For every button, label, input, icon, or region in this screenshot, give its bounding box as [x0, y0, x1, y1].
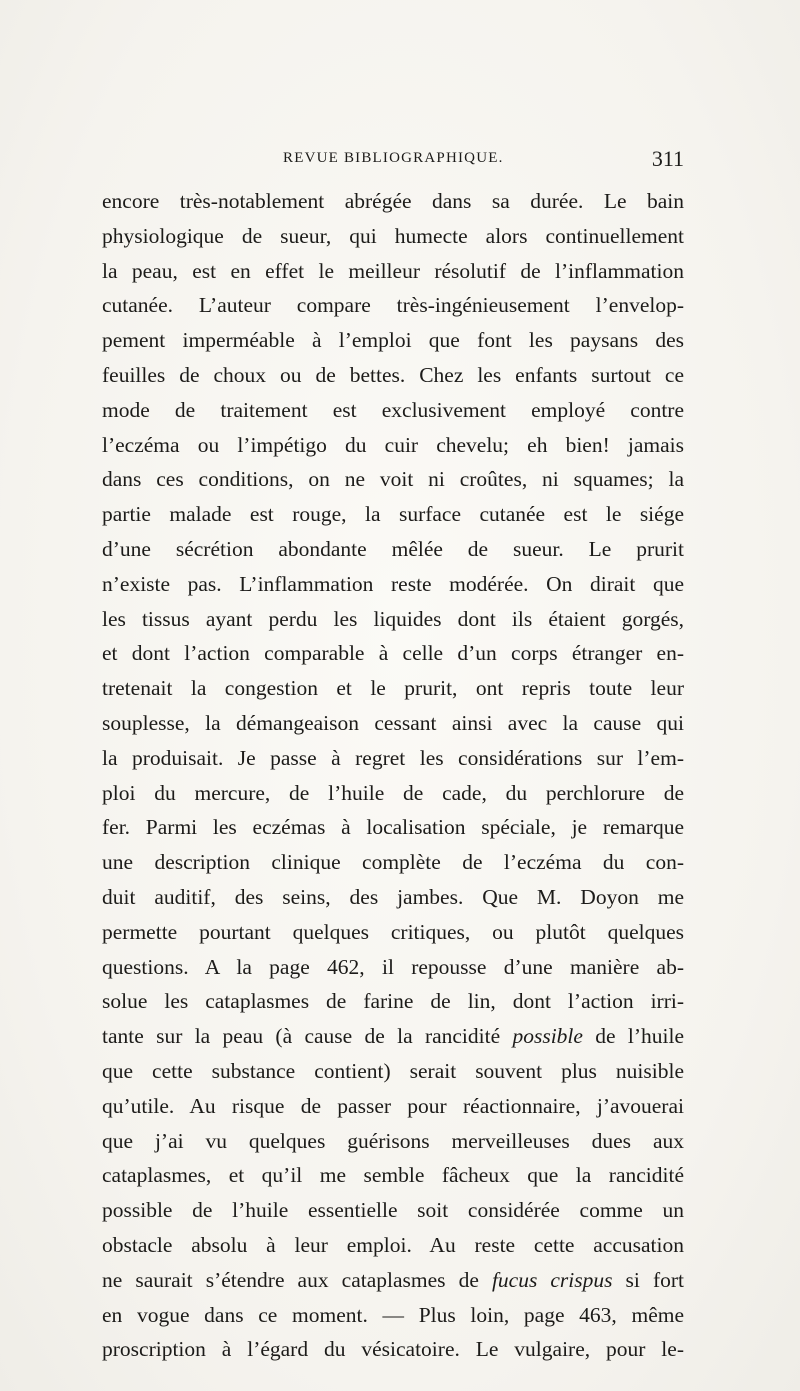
text-segment: n’existe pas. L’inflammation reste modérée. On dirait que — [102, 571, 684, 596]
text-line — [102, 845, 684, 880]
text-segment: que j’ai vu quelques guérisons merveilleuses dues aux — [102, 1128, 684, 1153]
text-line — [102, 1332, 684, 1367]
text-line — [102, 636, 684, 671]
text-segment: dans ces conditions, on ne voit ni croûtes, ni squames; la — [102, 467, 684, 492]
text-line — [102, 497, 684, 532]
italic-term: possible — [512, 1024, 583, 1049]
text-segment: obstacle absolu à leur emploi. Au reste cette accusation — [102, 1232, 684, 1257]
text-segment: possible de l’huile essentielle soit considérée comme un — [102, 1198, 684, 1223]
text-line — [102, 254, 684, 289]
text-segment: tante sur la peau (à cause de la rancidité — [102, 1024, 513, 1049]
text-segment: ne saurait s’étendre aux cataplasmes de — [102, 1267, 492, 1292]
text-line — [102, 880, 684, 915]
text-line — [102, 1124, 684, 1159]
text-segment: tretenait la congestion et le prurit, ont repris toute leur — [102, 676, 684, 701]
text-line — [102, 393, 684, 428]
text-segment: cutanée. L’auteur compare très-ingénieusement l’envelop- — [102, 293, 684, 318]
text-segment: que cette substance contient) serait souvent plus nuisible — [102, 1058, 684, 1083]
text-line — [102, 776, 684, 811]
text-line — [102, 567, 684, 602]
text-line — [102, 810, 684, 845]
text-line — [102, 915, 684, 950]
text-line — [102, 1089, 684, 1124]
body-text — [102, 184, 684, 1367]
text-line — [102, 706, 684, 741]
text-segment: qu’utile. Au risque de passer pour réactionnaire, j’avouerai — [102, 1093, 684, 1118]
text-line — [102, 950, 684, 985]
text-segment: de l’huile — [582, 1024, 684, 1049]
running-title: REVUE BIBLIOGRAPHIQUE. — [283, 150, 504, 166]
text-line — [102, 602, 684, 637]
text-segment: proscription à l’égard du vésicatoire. Le vulgaire, pour le- — [102, 1337, 684, 1362]
text-segment: la peau, est en effet le meilleur résolutif de l’inflammation — [102, 258, 684, 283]
text-segment: physiologique de sueur, qui humecte alors continuellement — [102, 223, 684, 248]
text-line — [102, 1019, 684, 1054]
text-line — [102, 1228, 684, 1263]
text-segment: permette pourtant quelques critiques, ou plutôt quelques — [102, 919, 684, 944]
text-segment: duit auditif, des seins, des jambes. Que M. Doyon me — [102, 884, 684, 909]
text-line — [102, 288, 684, 323]
text-segment: questions. A la page 462, il repousse d’une manière ab- — [102, 954, 684, 979]
text-line — [102, 1263, 684, 1298]
text-line — [102, 1193, 684, 1228]
text-segment: une description clinique complète de l’eczéma du con- — [102, 850, 684, 875]
text-segment: cataplasmes, et qu’il me semble fâcheux que la rancidité — [102, 1163, 684, 1188]
text-line — [102, 1298, 684, 1333]
text-segment: si fort — [612, 1267, 684, 1292]
text-line — [102, 428, 684, 463]
text-segment: feuilles de choux ou de bettes. Chez les enfants surtout ce — [102, 362, 684, 387]
text-segment: souplesse, la démangeaison cessant ainsi avec la cause qui — [102, 710, 684, 735]
text-segment: pement imperméable à l’emploi que font les paysans des — [102, 328, 684, 353]
text-segment: l’eczéma ou l’impétigo du cuir chevelu; eh bien! jamais — [102, 432, 684, 457]
text-segment: en vogue dans ce moment. — Plus loin, page 463, même — [102, 1302, 684, 1327]
text-segment: ploi du mercure, de l’huile de cade, du perchlorure de — [102, 780, 684, 805]
text-segment: encore très-notablement abrégée dans sa durée. Le bain — [102, 189, 684, 213]
page-number: 311 — [651, 146, 684, 171]
text-line — [102, 532, 684, 567]
text-line — [102, 1158, 684, 1193]
text-line — [102, 462, 684, 497]
text-segment: mode de traitement est exclusivement employé contre — [102, 397, 684, 422]
italic-term: fucus crispus — [491, 1267, 613, 1292]
text-segment: la produisait. Je passe à regret les considérations sur l’em- — [102, 745, 684, 770]
text-segment: les tissus ayant perdu les liquides dont ils étaient gorgés, — [102, 606, 684, 631]
text-line — [102, 219, 684, 254]
text-line — [102, 984, 684, 1019]
text-line — [102, 741, 684, 776]
text-line — [102, 671, 684, 706]
text-line — [102, 323, 684, 358]
text-line — [102, 184, 684, 219]
text-segment: partie malade est rouge, la surface cutanée est le siége — [102, 502, 684, 527]
text-segment: fer. Parmi les eczémas à localisation spéciale, je remarque — [102, 815, 684, 840]
text-segment: et dont l’action comparable à celle d’un corps étranger en- — [102, 641, 684, 666]
running-head — [102, 146, 684, 176]
text-line — [102, 1054, 684, 1089]
text-segment: solue les cataplasmes de farine de lin, dont l’action irri- — [102, 989, 684, 1014]
text-segment: d’une sécrétion abondante mêlée de sueur. Le prurit — [102, 536, 684, 561]
text-line — [102, 358, 684, 393]
